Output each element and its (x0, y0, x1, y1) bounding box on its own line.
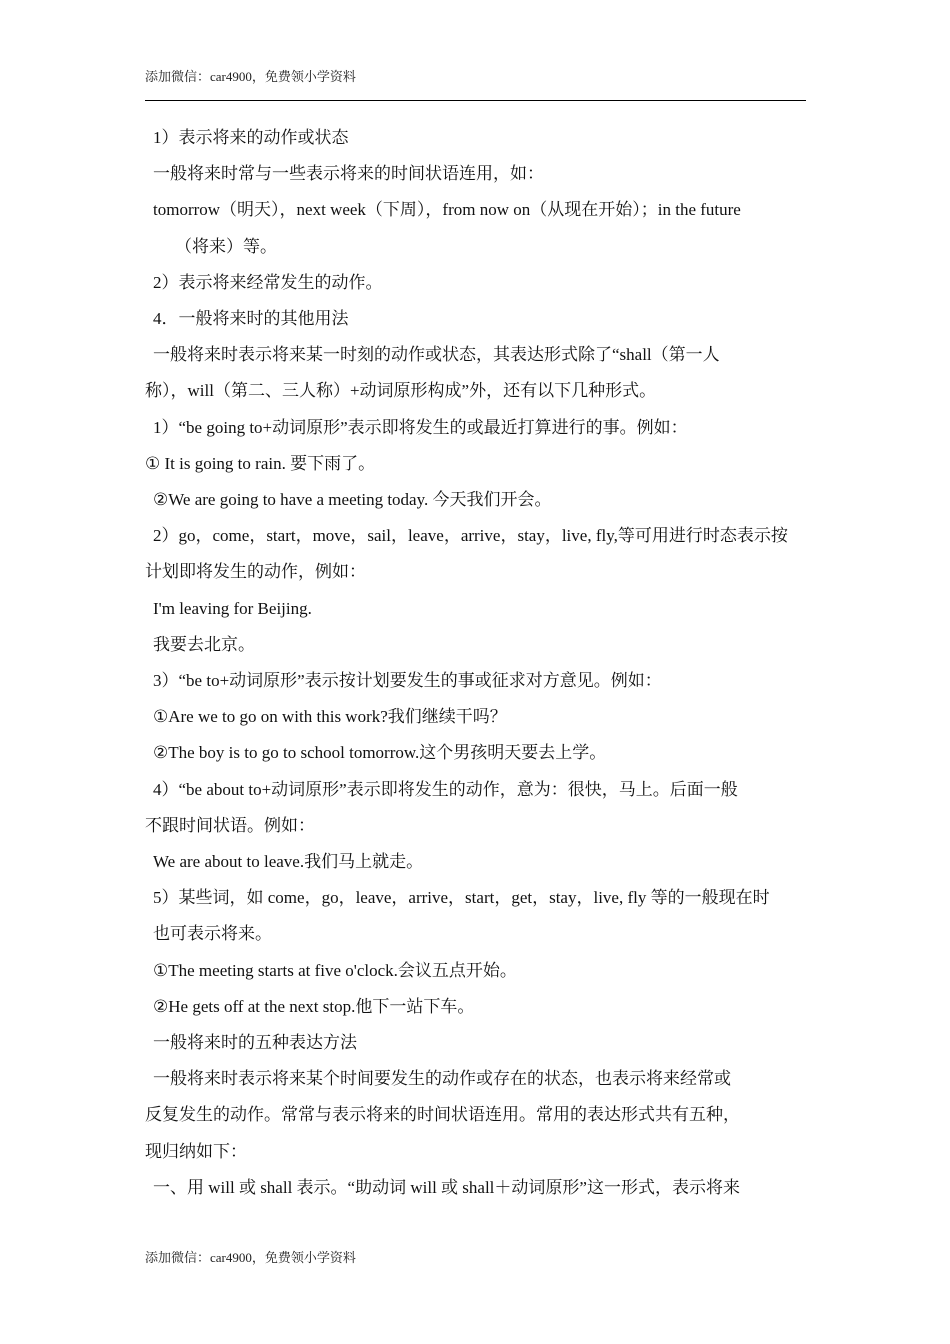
line-14: I'm leaving for Beijing. (153, 598, 312, 618)
line-8: 称），will（第二、三人称）+动词原形构成”外，还有以下几种形式。 (145, 381, 657, 401)
line-26: 一般将来时的五种表达方法 (153, 1033, 357, 1053)
line-2: 一般将来时常与一些表示将来的时间状语连用，如： (153, 164, 544, 184)
document-body (145, 120, 807, 1206)
line-5: 2）表示将来经常发生的动作。 (153, 272, 383, 292)
line-1: 1）表示将来的动作或状态 (153, 128, 349, 147)
header-divider (145, 100, 806, 101)
line-3: tomorrow（明天），next week（下周），from now on（从现在开始）；in the future (153, 200, 741, 220)
line-16: 3）“be to+动词原形”表示按计划要发生的事或征求对方意见。例如： (153, 671, 662, 691)
line-7: 一般将来时表示将来某一时刻的动作或状态，其表达形式除了“shall（第一人 (153, 345, 720, 365)
line-18: ②The boy is to go to school tomorrow.这个男孩明天要去上学。 (153, 743, 607, 763)
line-10: ① It is going to rain. 要下雨了。 (145, 453, 376, 473)
line-25: ②He gets off at the next stop.他下一站下车。 (153, 996, 475, 1016)
line-29: 现归纳如下： (145, 1141, 247, 1161)
line-30: 一、用 will 或 shall 表示。“助动词 will 或 shall＋动词原形”这一形式，表示将来 (153, 1177, 740, 1197)
line-20: 不跟时间状语。例如： (145, 815, 315, 835)
line-11: ②We are going to have a meeting today. 今天我们开会。 (153, 490, 552, 510)
line-19: 4）“be about to+动词原形”表示即将发生的动作，意为：很快，马上。后面一般 (153, 779, 738, 799)
line-23: 也可表示将来。 (153, 924, 272, 944)
page-footer: 添加微信：car4900，免费领小学资料 (145, 1250, 356, 1265)
line-27: 一般将来时表示将来某个时间要发生的动作或存在的状态，也表示将来经常或 (153, 1069, 731, 1089)
line-6: 4．一般将来时的其他用法 (153, 309, 349, 329)
line-24: ①The meeting starts at five o'clock.会议五点开始。 (153, 960, 517, 980)
line-9: 1）“be going to+动词原形”表示即将发生的或最近打算进行的事。例如： (153, 417, 688, 437)
line-22: 5）某些词，如 come，go，leave，arrive，start，get，stay，live, fly 等的一般现在时 (153, 888, 770, 908)
page-header: 添加微信：car4900，免费领小学资料 (145, 69, 356, 84)
line-13: 计划即将发生的动作，例如： (145, 562, 366, 582)
line-4: （将来）等。 (175, 236, 277, 256)
line-15: 我要去北京。 (153, 634, 255, 654)
line-17: ①Are we to go on with this work?我们继续干吗？ (153, 707, 507, 727)
line-21: We are about to leave.我们马上就走。 (153, 852, 424, 872)
line-28: 反复发生的动作。常常与表示将来的时间状语连用。常用的表达形式共有五种， (145, 1105, 740, 1125)
line-12: 2）go，come，start，move，sail，leave，arrive，stay，live, fly,等可用进行时态表示按 (153, 526, 788, 546)
